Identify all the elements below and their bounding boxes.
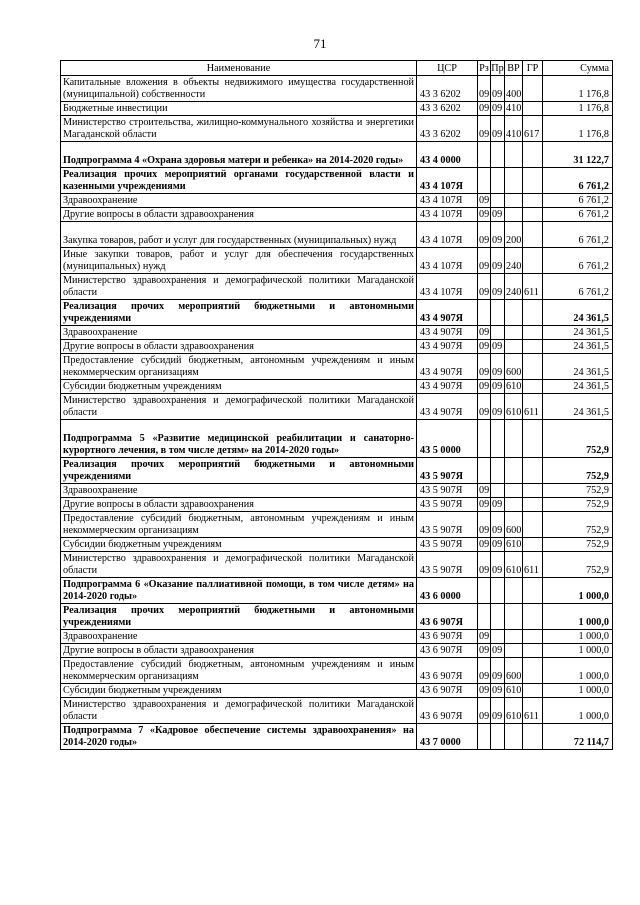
table-header [61,61,613,76]
cell-pr: 09 [491,394,505,420]
cell-csr: 43 7 0000 [417,724,478,750]
table-row [61,512,613,538]
cell-vr [505,340,523,354]
cell-sum: 1 000,0 [543,698,613,724]
cell-csr: 43 5 907Я [417,538,478,552]
cell-rz: 09 [478,248,491,274]
cell-pr [491,578,505,604]
cell-pr: 09 [491,340,505,354]
cell-sum: 24 361,5 [543,300,613,326]
table-row [61,604,613,630]
cell-sum: 72 114,7 [543,724,613,750]
cell-csr: 43 5 907Я [417,552,478,578]
cell-pr: 09 [491,512,505,538]
cell-gr [523,380,543,394]
cell-sum: 752,9 [543,420,613,458]
cell-vr [505,300,523,326]
cell-sum: 24 361,5 [543,326,613,340]
cell-pr [491,142,505,168]
cell-sum: 1 176,8 [543,102,613,116]
cell-gr [523,340,543,354]
cell-name: Другие вопросы в области здравоохранения [61,208,417,222]
cell-name: Реализация прочих мероприятий бюджетными и автономными учреждениями [61,604,417,630]
cell-name: Подпрограмма 7 «Кадровое обеспечение системы здравоохранения» на 2014-2020 годы» [61,724,417,750]
cell-pr [491,484,505,498]
cell-vr: 400 [505,76,523,102]
cell-name: Министерство строительства, жилищно-коммунального хозяйства и энергетики Магаданской области [61,116,417,142]
cell-rz: 09 [478,394,491,420]
cell-vr: 240 [505,274,523,300]
cell-pr [491,604,505,630]
cell-sum: 752,9 [543,484,613,498]
cell-name: Субсидии бюджетным учреждениям [61,684,417,698]
table-row [61,552,613,578]
cell-gr [523,498,543,512]
table-row [61,380,613,394]
cell-pr: 09 [491,552,505,578]
cell-csr: 43 4 107Я [417,168,478,194]
cell-vr: 600 [505,354,523,380]
cell-name: Реализация прочих мероприятий бюджетными и автономными учреждениями [61,458,417,484]
cell-name: Министерство здравоохранения и демографической политики Магаданской области [61,552,417,578]
cell-name: Закупка товаров, работ и услуг для государственных (муниципальных) нужд [61,222,417,248]
cell-sum: 752,9 [543,512,613,538]
table-row [61,458,613,484]
cell-csr: 43 4 907Я [417,326,478,340]
cell-csr: 43 4 907Я [417,354,478,380]
cell-rz: 09 [478,698,491,724]
cell-name: Министерство здравоохранения и демографической политики Магаданской области [61,394,417,420]
cell-gr [523,222,543,248]
cell-sum: 6 761,2 [543,222,613,248]
cell-pr: 09 [491,380,505,394]
cell-rz: 09 [478,552,491,578]
cell-vr [505,644,523,658]
cell-pr: 09 [491,208,505,222]
cell-name: Подпрограмма 4 «Охрана здоровья матери и ребенка» на 2014-2020 годы» [61,142,417,168]
cell-csr: 43 6 907Я [417,630,478,644]
cell-sum: 1 000,0 [543,684,613,698]
cell-pr [491,458,505,484]
cell-vr: 610 [505,394,523,420]
cell-sum: 752,9 [543,498,613,512]
cell-rz: 09 [478,76,491,102]
cell-gr [523,644,543,658]
cell-pr: 09 [491,658,505,684]
cell-vr [505,208,523,222]
cell-vr: 410 [506,103,522,114]
cell-vr [505,458,523,484]
cell-gr: 611 [523,394,543,420]
cell-gr [523,300,543,326]
table-row [61,354,613,380]
cell-rz [478,458,491,484]
cell-sum: 1 000,0 [543,630,613,644]
cell-pr [491,724,505,750]
cell-rz [478,604,491,630]
cell-rz [478,724,491,750]
cell-pr [491,194,505,208]
table-row [61,538,613,552]
cell-csr: 43 6 907Я [417,644,478,658]
table-row [61,168,613,194]
cell-sum: 752,9 [543,538,613,552]
table-row [61,102,613,116]
cell-name: Подпрограмма 5 «Развитие медицинской реабилитации и санаторно-курортного лечения, в том числе детям» на 2014-2020 годы» [61,420,417,458]
cell-rz: 09 [479,381,490,392]
cell-gr: 611 [523,552,543,578]
header-pr: Пр [491,61,505,76]
cell-rz: 09 [478,658,491,684]
cell-vr: 610 [506,539,522,550]
cell-vr: 600 [505,512,523,538]
table-row [61,698,613,724]
cell-name: Другие вопросы в области здравоохранения [61,340,417,354]
cell-sum: 6 761,2 [543,208,613,222]
cell-csr: 43 6 907Я [417,684,478,698]
cell-pr: 09 [491,644,505,658]
table-row [61,658,613,684]
header-csr: ЦСР [417,61,478,76]
cell-vr: 240 [505,248,523,274]
cell-vr: 610 [505,698,523,724]
cell-name: Министерство здравоохранения и демографической политики Магаданской области [61,698,417,724]
cell-rz [478,300,491,326]
cell-name: Реализация прочих мероприятий органами государственной власти и казенными учреждениями [61,168,417,194]
cell-vr [505,604,523,630]
cell-rz: 09 [479,103,490,114]
cell-rz: 09 [478,512,491,538]
table-row [61,142,613,168]
table-body [61,76,613,750]
cell-gr [523,538,543,552]
cell-sum: 1 000,0 [543,604,613,630]
cell-gr: 617 [523,116,543,142]
page-number: 71 [313,36,327,51]
cell-csr: 43 5 0000 [417,420,478,458]
cell-rz: 09 [479,195,490,206]
cell-csr: 43 4 107Я [417,194,478,208]
cell-pr [491,300,505,326]
cell-gr [523,724,543,750]
cell-pr: 09 [491,684,505,698]
cell-gr [523,684,543,698]
cell-vr: 410 [505,116,523,142]
cell-rz [478,142,491,168]
cell-pr: 09 [491,248,505,274]
header-sum: Сумма [543,61,613,76]
cell-sum: 6 761,2 [543,248,613,274]
table-row [61,644,613,658]
table-row [61,326,613,340]
cell-rz: 09 [479,341,490,352]
table-row [61,274,613,300]
table-row [61,222,613,248]
cell-name: Министерство здравоохранения и демографической политики Магаданской области [61,274,417,300]
cell-name: Субсидии бюджетным учреждениям [61,380,417,394]
cell-name: Подпрограмма 6 «Оказание паллиативной помощи, в том числе детям» на 2014-2020 годы» [61,578,417,604]
cell-rz: 09 [478,116,491,142]
cell-vr: 610 [506,381,522,392]
cell-name: Предоставление субсидий бюджетным, автономным учреждениям и иным некоммерческим организациям [61,658,417,684]
cell-rz: 09 [478,274,491,300]
cell-gr [523,630,543,644]
cell-rz: 09 [479,499,490,510]
table-row [61,498,613,512]
cell-sum: 752,9 [543,552,613,578]
cell-name: Предоставление субсидий бюджетным, автономным учреждениям и иным некоммерческим организациям [61,512,417,538]
cell-sum: 752,9 [543,458,613,484]
cell-name: Субсидии бюджетным учреждениям [61,538,417,552]
cell-rz [478,578,491,604]
cell-name: Другие вопросы в области здравоохранения [61,498,417,512]
cell-csr: 43 4 0000 [417,142,478,168]
cell-name: Иные закупки товаров, работ и услуг для обеспечения государственных (муниципальных) нужд [61,248,417,274]
cell-name: Капитальные вложения в объекты недвижимого имущества государственной (муниципальной) собственности [61,76,417,102]
cell-sum: 1 000,0 [543,658,613,684]
cell-sum: 24 361,5 [543,380,613,394]
header-gr: ГР [523,61,543,76]
cell-pr [491,168,505,194]
cell-gr [523,102,543,116]
cell-sum: 1 176,8 [543,116,613,142]
table-row [61,248,613,274]
cell-csr: 43 4 907Я [417,394,478,420]
cell-rz: 09 [478,222,491,248]
cell-sum: 6 761,2 [543,168,613,194]
cell-vr: 200 [505,222,523,248]
header-name: Наименование [61,61,417,76]
cell-csr: 43 4 907Я [417,340,478,354]
cell-sum: 31 122,7 [543,142,613,168]
cell-vr [505,168,523,194]
table-row [61,684,613,698]
cell-rz [478,168,491,194]
cell-gr [523,208,543,222]
cell-name: Здравоохранение [61,630,417,644]
cell-vr: 610 [506,685,522,696]
cell-gr [523,484,543,498]
table-row [61,76,613,102]
cell-name: Другие вопросы в области здравоохранения [61,644,417,658]
cell-rz: 09 [479,327,490,338]
cell-rz: 09 [479,631,490,642]
cell-vr [505,630,523,644]
table-row [61,724,613,750]
cell-rz: 09 [478,354,491,380]
cell-name: Бюджетные инвестиции [61,102,417,116]
cell-csr: 43 3 6202 [417,76,478,102]
budget-table [60,60,613,750]
cell-rz: 09 [479,645,490,656]
cell-pr: 09 [491,222,505,248]
cell-pr: 09 [491,102,505,116]
cell-gr [523,604,543,630]
cell-pr: 09 [491,116,505,142]
cell-gr [523,194,543,208]
cell-vr [505,498,523,512]
cell-pr: 09 [491,354,505,380]
cell-rz: 09 [479,209,490,220]
cell-rz: 09 [479,539,490,550]
cell-name: Здравоохранение [61,326,417,340]
cell-sum: 1 000,0 [543,578,613,604]
cell-csr: 43 5 907Я [417,458,478,484]
cell-vr [505,326,523,340]
cell-gr [523,248,543,274]
cell-name: Предоставление субсидий бюджетным, автономным учреждениям и иным некоммерческим организациям [61,354,417,380]
cell-csr: 43 5 907Я [417,484,478,498]
table-row [61,194,613,208]
cell-vr: 610 [505,552,523,578]
cell-gr [523,578,543,604]
table-row [61,484,613,498]
cell-gr: 611 [523,698,543,724]
cell-gr [523,326,543,340]
cell-gr [523,168,543,194]
table-row [61,300,613,326]
cell-gr [523,76,543,102]
cell-csr: 43 5 907Я [417,512,478,538]
cell-pr: 09 [491,538,505,552]
cell-name: Здравоохранение [61,194,417,208]
cell-pr [491,420,505,458]
cell-csr: 43 6 907Я [417,698,478,724]
cell-csr: 43 3 6202 [417,102,478,116]
cell-vr [505,142,523,168]
table-row [61,630,613,644]
cell-sum: 24 361,5 [543,394,613,420]
cell-pr [491,630,505,644]
cell-csr: 43 4 907Я [417,300,478,326]
cell-gr [523,142,543,168]
cell-pr: 09 [491,76,505,102]
cell-csr: 43 3 6202 [417,116,478,142]
cell-sum: 6 761,2 [543,194,613,208]
table-row [61,208,613,222]
cell-name: Здравоохранение [61,484,417,498]
cell-sum: 6 761,2 [543,274,613,300]
cell-sum: 24 361,5 [543,354,613,380]
table-row [61,420,613,458]
cell-rz: 09 [479,685,490,696]
cell-sum: 1 000,0 [543,644,613,658]
header-vr: ВР [505,61,523,76]
cell-rz [478,420,491,458]
cell-vr [505,724,523,750]
cell-gr [523,420,543,458]
cell-vr [505,194,523,208]
cell-rz: 09 [479,485,490,496]
table-row [61,394,613,420]
cell-gr [523,512,543,538]
cell-name: Реализация прочих мероприятий бюджетными и автономными учреждениями [61,300,417,326]
cell-gr [523,354,543,380]
cell-pr [491,326,505,340]
cell-gr [523,658,543,684]
cell-gr [523,458,543,484]
cell-csr: 43 6 907Я [417,604,478,630]
cell-csr: 43 5 907Я [417,498,478,512]
header-rz: Рз [478,61,491,76]
table-row [61,340,613,354]
cell-pr: 09 [491,698,505,724]
cell-vr: 600 [505,658,523,684]
cell-vr [505,578,523,604]
cell-csr: 43 6 907Я [417,658,478,684]
cell-csr: 43 4 107Я [417,222,478,248]
cell-pr: 09 [491,498,505,512]
table-row [61,578,613,604]
cell-vr [505,420,523,458]
cell-sum: 24 361,5 [543,340,613,354]
cell-pr: 09 [491,274,505,300]
cell-csr: 43 4 907Я [417,380,478,394]
cell-vr [505,484,523,498]
table-row [61,116,613,142]
cell-csr: 43 4 107Я [417,248,478,274]
cell-gr: 611 [523,274,543,300]
cell-csr: 43 6 0000 [417,578,478,604]
cell-csr: 43 4 107Я [417,208,478,222]
cell-csr: 43 4 107Я [417,274,478,300]
cell-sum: 1 176,8 [543,76,613,102]
